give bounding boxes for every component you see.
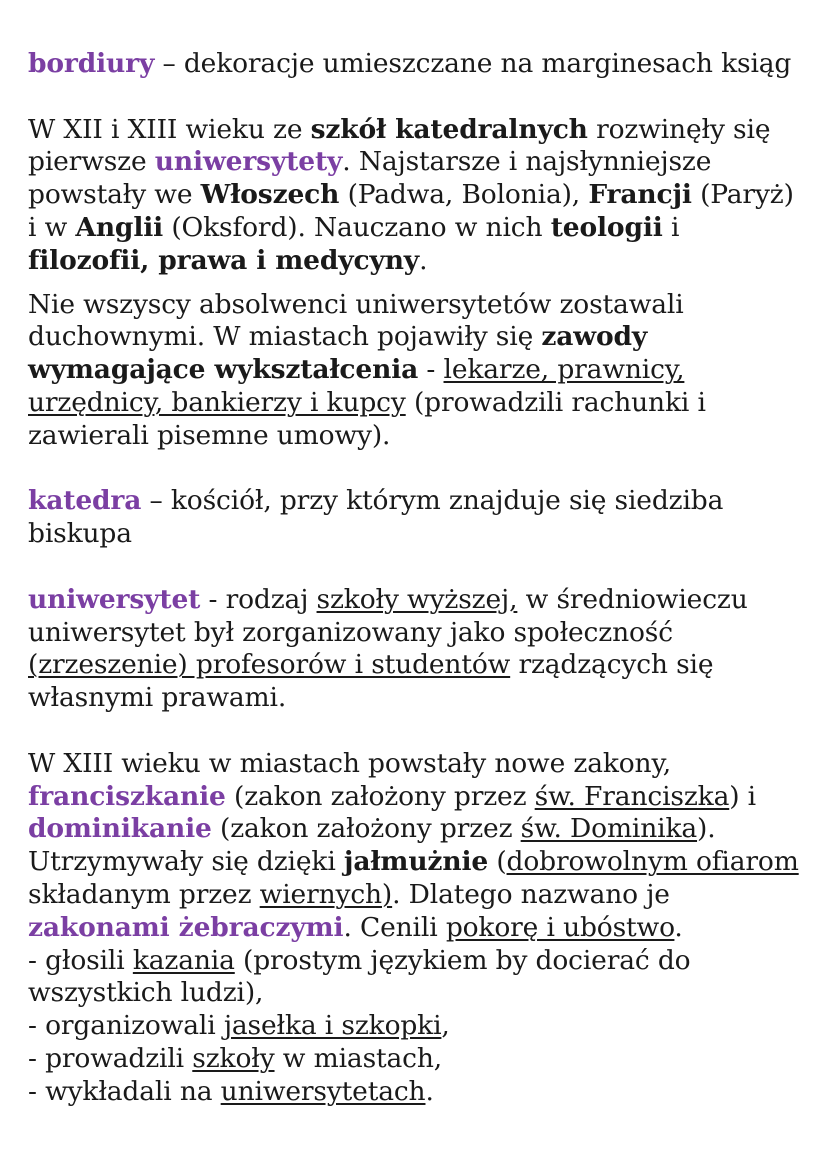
text: - wykładali na bbox=[28, 1075, 221, 1107]
bold-phrase: Włoszech bbox=[200, 179, 340, 211]
bold-phrase: teologii bbox=[550, 211, 663, 243]
text: . bbox=[674, 911, 683, 943]
bold-phrase: szkół katedralnych bbox=[310, 113, 588, 145]
paragraph-graduates bbox=[28, 289, 802, 453]
text: - rodzaj bbox=[200, 583, 317, 615]
term-uniwersytet: uniwersytet bbox=[28, 583, 201, 615]
term-bordiury: bordiury bbox=[28, 48, 155, 79]
text: ( bbox=[488, 846, 507, 878]
underlined-phrase: uniwersytetach bbox=[220, 1075, 426, 1107]
text: i bbox=[662, 211, 680, 243]
text: . Cenili bbox=[343, 911, 446, 943]
definition-text: – dekoracje umieszczane na marginesach ksiąg bbox=[154, 48, 792, 79]
bold-phrase: Francji bbox=[588, 179, 692, 211]
underlined-phrase: dobrowolnym ofiarom bbox=[506, 846, 799, 878]
list-item bbox=[28, 945, 802, 1011]
text: W XIII wieku w miastach powstały nowe zakony, bbox=[28, 747, 672, 779]
keyword-franciszkanie: franciszkanie bbox=[28, 780, 226, 812]
text: (zakon założony przez bbox=[211, 813, 521, 845]
definition-katedra bbox=[28, 485, 802, 551]
text: ). Utrzymywały się dzięki bbox=[28, 813, 716, 878]
list-item bbox=[28, 1076, 802, 1109]
bold-phrase: zawody wymagające wykształcenia bbox=[28, 321, 648, 386]
underlined-phrase: św. Dominika bbox=[520, 813, 698, 845]
underlined-phrase: pokorę i ubóstwo bbox=[445, 911, 675, 943]
list-item bbox=[28, 1010, 802, 1043]
text: (Padwa, Bolonia), bbox=[339, 179, 589, 211]
paragraph-mendicant-orders bbox=[28, 748, 802, 945]
list-item bbox=[28, 1043, 802, 1076]
text: - głosili bbox=[28, 944, 133, 976]
text: w średniowieczu uniwersytet był zorganizowany jako społeczność bbox=[28, 583, 748, 648]
text: w miastach, bbox=[274, 1042, 443, 1074]
text: (zakon założony przez bbox=[225, 780, 535, 812]
bold-phrase: Anglii bbox=[75, 211, 164, 243]
underlined-phrase: szkoły wyższej, bbox=[316, 583, 518, 615]
text: - prowadzili bbox=[28, 1042, 193, 1074]
paragraph-universities bbox=[28, 114, 802, 278]
bold-phrase: jałmużnie bbox=[343, 846, 489, 878]
underlined-phrase: kazania bbox=[132, 944, 235, 976]
text: . Najstarsze i najsłynniejsze powstały we bbox=[28, 146, 712, 211]
text: (Oksford). Nauczano w nich bbox=[163, 211, 551, 243]
term-katedra: katedra bbox=[28, 485, 142, 517]
definition-bordiury bbox=[28, 48, 802, 81]
text: rządzących się własnymi prawami. bbox=[28, 649, 714, 714]
bold-phrase: filozofii, prawa i medycyny bbox=[28, 244, 420, 276]
text: . bbox=[425, 1075, 434, 1107]
underlined-phrase: (zrzeszenie) profesorów i studentów bbox=[28, 649, 511, 681]
definition-uniwersytet bbox=[28, 584, 802, 715]
text: (prostym językiem by docierać do wszystkich ludzi), bbox=[28, 944, 691, 1009]
text: . bbox=[419, 244, 428, 276]
keyword-zakonami-zebraczymi: zakonami żebraczymi bbox=[28, 911, 344, 943]
definition-text: – kościół, przy którym znajduje się siedziba biskupa bbox=[28, 485, 724, 550]
underlined-phrase: jasełka i szkopki bbox=[223, 1010, 442, 1042]
text: Nie wszyscy absolwenci uniwersytetów zostawali duchownymi. W miastach pojawiły się bbox=[28, 288, 684, 353]
text: składanym przez bbox=[28, 878, 260, 910]
keyword-dominikanie: dominikanie bbox=[28, 813, 212, 845]
underlined-phrase: szkoły bbox=[192, 1042, 275, 1074]
text: (Paryż) i w bbox=[28, 179, 794, 243]
underlined-phrase: wiernych) bbox=[259, 878, 393, 910]
text: . Dlatego nazwano je bbox=[392, 878, 670, 910]
text: (prowadzili rachunki i zawierali pisemne umowy). bbox=[28, 386, 706, 451]
text: rozwinęły się pierwsze bbox=[28, 113, 771, 178]
text: - organizowali bbox=[28, 1010, 224, 1042]
text: W XII i XIII wieku ze bbox=[28, 113, 311, 145]
underlined-phrase: lekarze, prawnicy, urzędnicy, bankierzy i kupcy bbox=[28, 354, 685, 418]
text: , bbox=[441, 1010, 450, 1042]
keyword-uniwersytety: uniwersytety bbox=[154, 146, 343, 178]
text: - bbox=[418, 354, 444, 386]
text: ) i bbox=[729, 780, 757, 812]
underlined-phrase: św. Franciszka bbox=[534, 780, 730, 812]
